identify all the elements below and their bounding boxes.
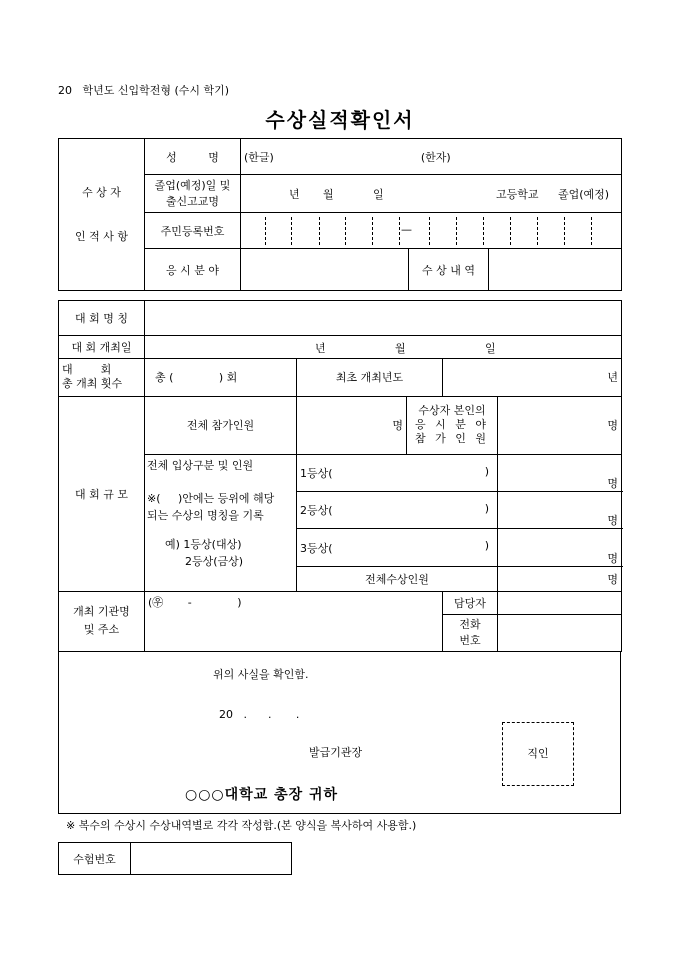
participants-label: 전체 참가인원 <box>145 396 297 454</box>
manager-label: 담당자 <box>443 591 498 614</box>
organizer-address[interactable]: (㉾ - ) <box>145 591 443 651</box>
issuer-label: 발급기관장 <box>309 746 363 759</box>
contest-count-field[interactable]: 총 ( ) 회 <box>145 359 297 396</box>
phone-field[interactable] <box>498 614 622 651</box>
total-winners-label: 전체수상인원 <box>297 566 498 591</box>
contest-date-label: 대 회 개최일 <box>59 336 145 359</box>
winner-info-table <box>58 138 622 291</box>
graduation-label: 졸업(예정)일 및 출신고교명 <box>145 175 241 213</box>
year-prefix: 20 <box>58 84 72 97</box>
prize-2-count[interactable]: 명 <box>498 492 622 529</box>
exam-number-label: 수험번호 <box>59 843 131 875</box>
prize-3-name[interactable]: 3등상( ) <box>297 529 498 566</box>
prize-1-name[interactable]: 1등상( ) <box>297 454 498 491</box>
rrn-field[interactable] <box>241 213 622 249</box>
contest-info-table <box>58 300 622 652</box>
graduation-field[interactable]: 년 월 일 고등학교 졸업(예정) <box>241 175 622 213</box>
exam-number-table <box>58 842 292 875</box>
manager-field[interactable] <box>498 591 622 614</box>
footer-note: ※ 복수의 수상시 수상내역별로 각각 작성함.(본 양식을 복사하여 사용함.) <box>66 819 417 832</box>
name-label: 성 명 <box>145 139 241 175</box>
contest-scale-label: 대 회 규 모 <box>59 396 145 591</box>
confirmation-statement: 위의 사실을 확인함. <box>213 668 309 681</box>
contest-date-field[interactable]: 년 월 일 <box>145 336 622 359</box>
organizer-label: 개최 기관명 및 주소 <box>59 591 145 651</box>
seal-label: 직인 <box>527 747 549 760</box>
contest-name-field[interactable] <box>145 301 622 336</box>
subtitle-text: 학년도 신입학전형 (수시 학기) <box>82 84 230 97</box>
field-input[interactable] <box>241 249 409 291</box>
page-title: 수상실적확인서 <box>265 108 415 132</box>
award-label: 수 상 내 역 <box>409 249 489 291</box>
same-field-count[interactable]: 명 <box>498 396 622 454</box>
first-year-field[interactable]: 년 <box>443 359 622 396</box>
participants-field[interactable]: 명 <box>297 396 407 454</box>
prize-2-name[interactable]: 2등상( ) <box>297 492 498 529</box>
rrn-label: 주민등록번호 <box>145 213 241 249</box>
award-input[interactable] <box>489 249 622 291</box>
same-field-label: 수상자 본인의 응 시 분 야 참 가 인 원 <box>407 396 498 454</box>
phone-label: 전화 번호 <box>443 614 498 651</box>
contest-count-label: 대 회 총 개최 횟수 <box>59 359 145 396</box>
prize-1-count[interactable]: 명 <box>498 454 622 491</box>
exam-number-field[interactable] <box>131 843 292 875</box>
rrn-dash: — <box>401 223 412 236</box>
contest-name-label: 대 회 명 칭 <box>59 301 145 336</box>
prize-3-count[interactable]: 명 <box>498 529 622 566</box>
winner-section-label: 수 상 자 인 적 사 항 <box>59 139 145 291</box>
official-seal-box <box>502 722 574 786</box>
total-winners-count[interactable]: 명 <box>498 566 622 591</box>
name-korean-label: (한글) <box>244 150 274 164</box>
confirmation-date[interactable]: 20 . . . <box>219 708 300 721</box>
name-hanja-label: (한자) <box>420 150 451 164</box>
first-year-label: 최초 개최년도 <box>297 359 443 396</box>
addressee: ○○○대학교 총장 귀하 <box>185 787 339 803</box>
form-subtitle <box>58 82 229 98</box>
name-field[interactable] <box>241 139 622 175</box>
field-label: 응 시 분 야 <box>145 249 241 291</box>
place-description: 전체 입상구분 및 인원 ※( )안에는 등위에 해당 되는 수상의 명칭을 기록 예) 1등상(대상) 2등상(금상) <box>145 454 297 591</box>
confirmation-block <box>58 652 621 814</box>
